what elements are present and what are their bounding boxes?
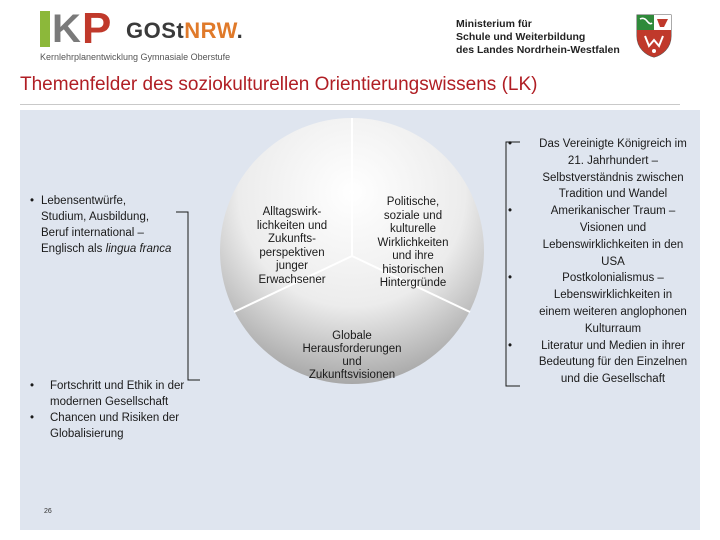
bullet-line: • Fortschritt und Ethik in der	[50, 380, 185, 392]
bullet-item	[30, 193, 180, 257]
bullet-line: Globalisierung	[50, 428, 124, 440]
bullet-item: • Postkolonialismus – Lebenswirklichkeiten in einem weiteren anglophonen Kulturraum	[508, 270, 704, 337]
nrw-coat-of-arms-icon	[636, 14, 672, 58]
logo-letter-k: K	[40, 8, 81, 50]
bullet-item	[30, 378, 210, 410]
ministry-name: Ministerium für Schule und Weiterbildung des Landes Nordrhein-Westfalen	[456, 18, 620, 56]
segment-label-bottom: Globale Herausforderungen und Zukunftsvisionen	[302, 330, 402, 381]
bullet-item: • Literatur und Medien in ihrer Bedeutung für den Einzelnen und die Gesellschaft	[508, 338, 704, 388]
bullet-line: Beruf international –	[41, 227, 144, 239]
left-bottom-bullets	[30, 378, 210, 442]
page-number: 26	[44, 508, 52, 515]
segment-label-right: Politische, soziale und kulturelle Wirklichkeiten und ihre historischen Hintergründe	[377, 196, 449, 289]
kp-gost-nrw-logo	[40, 4, 250, 68]
logo-tagline: Kernlehrplanentwicklung Gymnasiale Oberstufe	[40, 52, 231, 62]
logo-wordmark: GOStNRW.	[126, 18, 244, 43]
bullet-line: modernen Gesellschaft	[50, 396, 169, 408]
page-title: Themenfelder des soziokulturellen Orientierungswissens (LK)	[20, 74, 538, 95]
bullet-item: • Amerikanischer Traum – Visionen und Lebenswirklichkeiten in den USA	[508, 203, 704, 270]
segment-label-left: Alltagswirk- lichkeiten und Zukunfts- perspektiven junger Erwachsener	[256, 206, 328, 286]
kp-logo-mark	[40, 4, 122, 53]
right-bullet-list	[508, 136, 704, 388]
left-top-bullet	[30, 193, 180, 257]
bullet-line: • Chancen und Risiken der	[50, 412, 180, 424]
bullet-line: Studium, Ausbildung,	[41, 211, 150, 223]
bullet-item	[30, 410, 210, 442]
logo-letter-p: P	[82, 4, 112, 53]
bullet-line: • Lebensentwürfe,	[41, 195, 127, 207]
title-divider	[20, 104, 680, 105]
bullet-line: Englisch als lingua franca	[41, 243, 172, 255]
topic-circle-diagram	[218, 116, 486, 386]
bullet-item: • Das Vereinigte Königreich im 21. Jahrhundert – Selbstverständnis zwischen Tradition und Wandel	[508, 136, 704, 203]
